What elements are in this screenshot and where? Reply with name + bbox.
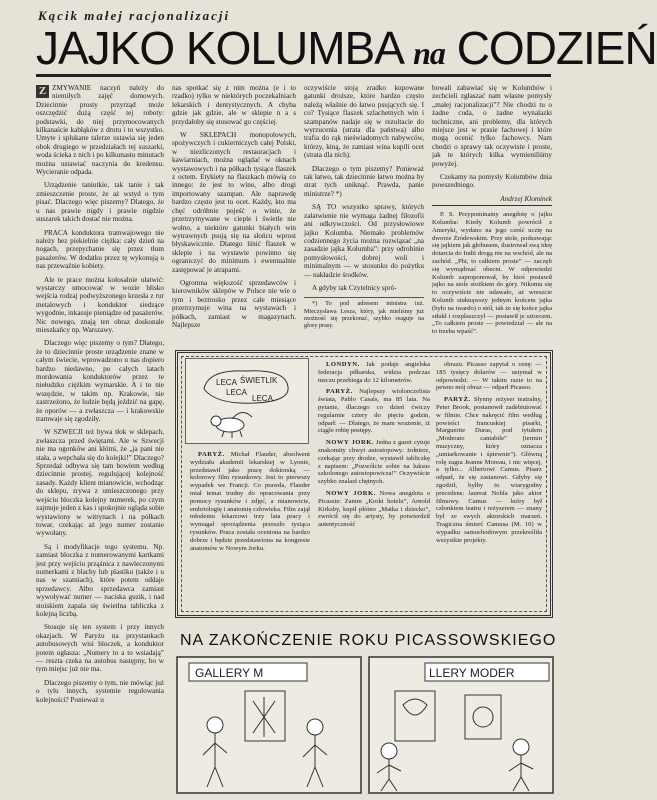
paragraph: W SKLEPACH monopolowych, spożywczych i cukierniczych całej Polski, w niezliczonych restauracjach i kawiarniach, można oglądać w oknach wystawowych i na półkach tysiące flaszek z octem. Etykiety na flaszkach mówią co innego: że jest to wino, albo drogi importowany szampan. Ale naprawdę bardzo często jest to ocet. Każdy, kto ma chęć odróbnie pojeść o winie, że przetrzymywane w cieple i świetle nie wolno, a niektóre gatunki białych win wytrawnych psują się na słońcu wprost błyskawicznie. Dlatego lśnić flaszek w sklepie i na wystawie powinno się ograniczyć do minimum i ewentualnie zastępować je atrapami. <box>172 131 296 274</box>
paragraph: Urządzenie taniutkie, tak tanie i tak zmieszczenie proste, że aż wstyd o tym pisać. Dlaczego więc piszemy? Dlatego, że u nas prawie nigdy i prawie nigdzie suszarek takich dostać nie można. <box>36 181 164 224</box>
news-dateline: NOWY JORK. <box>326 439 374 447</box>
paragraph: SĄ TO wszystko sprawy, których załatwienie nie wymaga żadnej filozofii ani odkrywczości. Od przysłowiowe jajko Kolumba. Niemało problemów codziennego życia można rozwiązać „na zasadzie jajka Kolumba”: przy odrobinie pomysłowości, dobrej woli i minimalnym — w stosunku do pożytku — nakładzie środków. <box>304 203 424 279</box>
news-item <box>318 388 430 435</box>
firefly-leg <box>222 431 224 437</box>
paragraph-text: ZMYWANIE naczyń należy do niemiłych zajęć domowych. Dziecinnie prosty przyrząd może oszczędzić dużą część tej roboty: podstawki, do niej przymocowanych kilkanaście kabłąków z drutu i to wszystko. Umyte i spłukane talerze ustawia się jeden obok drugiego w przedziałach tej suszarki, woda ścieka z nich i po kilkunastu minutach można ustawiać naczynia do kredensu. Wycieranie odpada. <box>36 84 164 177</box>
news-text: Słynny reżyser teatralny, Peter Brook, postanowił zadebiutować w filmie. Chce nakręcić film według powieści francuskiej pisarki, Marguerite Duras, pod tytułem „Moderato cantabile” (termin muzyczny, który oznacza „umiarkowanie i śpiewnie”). Główną rolę zagra Jeanne Moreau, i nic więcej, a tylko... Albertowi Camus. Pisarz odparł, że się zastanowi. Gdyby się zgodził, byłby to wiarygodny precedens: laureat Nobla jako aktor filmowy. Camus — który był członkiem teatru i reżyserem — znany był ze swych aktorskich marzeń. Tragiczna śmierć Camusa (M. 10) w wypadku samochodowym przekreśliła wszystkie projekty. <box>436 396 542 544</box>
news-text: Jak podaje angielska federacja piłkarska, widzia podczas meczu przebiega do 12 kilometrów. <box>318 361 430 384</box>
underline-bar <box>36 74 551 77</box>
firefly-head <box>211 416 221 426</box>
paragraph: Czekamy na pomysły Kolumbów dnia powszedniego. <box>432 173 552 190</box>
paragraph: Dlaczego piszemy o tym, nie mówiąc już o tylu innych, systemie regulowania kolejności? Ponieważ u <box>36 678 164 704</box>
picasso-cartoon-title: NA ZAKOŃCZENIE ROKU PICASSOWSKIEGO <box>180 632 557 649</box>
paragraph: PRACA konduktora tramwajowego nie należy bez piekielnie ciężka: cały dzień na nogach, przepychanie się przez tłum pasażerów. W dodatku przez tę wykonują u nas przewaźnie kobiety. <box>36 228 164 271</box>
figure-head <box>513 739 529 755</box>
headline-end: CODZIEŃ <box>456 22 657 74</box>
figure-head <box>381 743 397 759</box>
footnote: *) To pod adresem ministra inż. Mieczysława Lesza, który, jak mieliśmy już możność się przekonać, szybko reaguje na głosy prasy. <box>304 297 424 329</box>
headline-underline <box>36 74 551 78</box>
sign-text-2: ŚWIETLIK <box>240 376 278 385</box>
headline <box>36 22 657 74</box>
headline-main: JAJKO KOLUMBA <box>36 22 402 74</box>
firefly-leg <box>240 431 242 437</box>
sign-text-4: LECA <box>252 394 273 403</box>
figure-head <box>307 719 323 735</box>
paragraph: Dlaczego więc piszemy o tym? Dlatego, że to dziecinnie proste urządzenie znane w całym świecie, wprowadzono u nas dopiero bardzo niedawno, po całych latach mordowania konduktorów przez te niełudzko ciężkim wymarskie. A i to nie wszędzie, w takim np. Krakowie, nie zastrzeżono, że ludzie będą jeździć na gapę, że oporów — a zwłaszcza — i krakowskie tramwaje się zgodziły. <box>36 339 164 424</box>
paragraph: bowali zabawiać się w Kolumbów i zechcieli zgłaszać nam własne pomysły „małej racjonalizacji”? Nie chodzi tu o żadne cuda, o żadne wynalazki techniczne, ani problemy, dla których miejsce jest w prasie fachowej i które mogą ocenić tylko fachowcy. Nam chodzi o sprawy tak oczywiste i proste, jak te których kilka wymieniliśmy powyżej. <box>432 84 552 168</box>
paragraph: Dlaczego o tym piszemy? Ponieważ tak łatwo, tak dziecinnie łatwo można by strat tych uniknąć. Prawda, panie ministrze? *) <box>304 164 424 198</box>
news-dateline: PARYŻ. <box>198 451 225 458</box>
firefly-cartoon <box>185 358 309 444</box>
box-column-middle <box>318 361 430 611</box>
drop-cap: Z <box>36 85 49 98</box>
news-item <box>318 490 430 529</box>
paragraph <box>36 84 164 176</box>
article-column-1 <box>36 84 164 796</box>
news-text: Najlepszy wiolonczelista świata, Pablo Casals, ma 85 lata. Na pytanie, dlaczego co dzień ćwiczy regularnie cztery do pięciu godzin, odparł: — Dlatego, że mam wrażenie, iż ciągle robię postępy. <box>318 388 430 435</box>
news-dateline: LONDYN. <box>326 361 360 368</box>
kicker: Kącik małej racjonalizacji <box>38 8 231 23</box>
picasso-comic-strip <box>175 655 555 795</box>
news-item: obrazu. Picasso zapytał o cenę: — 185 tysięcy dolarów — ustymał w odpowiedzi. — W takim razie to na pewno mój obraz — odparł Picasso. <box>436 361 542 392</box>
news-box <box>175 350 553 618</box>
paragraph: Są i modyfikacje tego systemu. Np. zamiast bloczka z numerowanymi kartkami jest przy wejściu prząśnica z nawleczonymi numerkami z blachy lub plastiku (także i u nas w szatniach), które potem oddaje sprzedawcy. Albo sprzedawca zamiast wywoływać numer — naciska guzik, i nad stoiskiem zapala się świetlna tabliczka z kolejną liczbą. <box>36 542 164 618</box>
news-item <box>190 451 310 552</box>
paragraph: Ogromna większość sprzedawców i kierowników sklepów w Polsce nie wie o tym i beztrosko przez całe miesiące przetrzymuje wina na wystawach i półkach, zamiast w magazynach. Najlepsze <box>172 278 296 329</box>
article-column-3 <box>304 84 424 346</box>
firefly-drawing <box>186 359 310 445</box>
news-item <box>436 396 542 544</box>
paragraph: Ale te prace można kołosalnie ułatwić: wystarczy umocować w wozie blisko wejścia rodzaj podwyższonego krzesła z rur metalowych i konduktor siedzące wygodnie, inkasuje pieniądze od pasażerów. Nic nowego, znają ten obraz doskonale mieszkańcy np. Warszawy. <box>36 275 164 334</box>
paragraph: A gdyby tak Czytelnicy spró- <box>312 283 397 292</box>
news-text: Michał Flauder, absolwent wydziału akademii lekarskiej w Lyonie, przedstawił jako pracę doktorską — kolorowy film rysunkowy. Jest to pierwszy wypadek we Francji. Co prawda, Flauder miał temat trudny do opracowania przy pomocy rysunków i zdjęć, a mianowicie, embriologię i anatomię człowieka. Film zajął młodemu lekarzowi trzy lata pracy i wymagał sporządzenia przeszło tysiąca rysunków. Praca została oceniona na bardzo dobrze i będzie przedstawiona na kongresie anatomów w Nowym Jorku. <box>190 451 310 552</box>
gallery-sign-left-text: GALLERY M <box>195 666 264 680</box>
sign-text-1: LECA <box>216 378 237 387</box>
article-column-2 <box>172 84 296 346</box>
postscript: P. S. Przypominamy anegdotę o jajku Kolumba: Kiedy Kolumb powrócił z Ameryki, wydano na jego cześć ucztę na dworze Żródewskim. Przy stole, podsuwając się jajkiem jak głobusem, ilustrował swą ideę dotarcia do Indii drogą nie na wschód, ale na zachód. „Phi, to całkiem proste” — zaczęli się wymądrzać obecni. W odpowiedzi Kolumb zaproponował, by ktoś postawił jajko na stole stożkiem do góry. Nikomu się to oczywiście nie udawało, aż wreszcie Kolumb stuknąwszy jednym końcem jajka (było na twardo) o stół, tak że się końce jajka stłukł i rozpłaszczył — postawił je sztorcem. „To całkiem proste — powiedział — ale na to trzeba wpaść”. <box>432 211 552 336</box>
author-signature: Andrzej Klominek <box>432 195 552 206</box>
figure-head <box>207 717 223 733</box>
news-dateline: PARYŻ. <box>326 388 353 396</box>
article-column-4 <box>432 84 552 346</box>
paragraph: nas spotkać się z nim można (e i to rzadko) tylko w niektórych poczekalniach lekarskich i dentystycznych. A chyba gdzie jak gdzie, ale w sklepie n a s przydałoby się stosować go częściej. <box>172 84 296 126</box>
news-item <box>318 361 430 384</box>
paragraph: oczywiście stoją zradko kupowane gatunki droższe, które bardzo często należą właśnie do łatwo psujących się. I co? Tysiące flaszek szlachetnych win i szampanów nadaje się w rezultacie do wyrzucenia (strata dla państwa) albo trafia do rąk nieświadomych nabywców, którzy, kiną, że zamiast wina kupili ocet (strata dla nich). <box>304 84 424 160</box>
headline-na: na <box>413 35 445 71</box>
paragraph: W SZWECJI też bywa tłok w sklepach, zwłaszcza przed świętami. Ale w Szwecji nie ma ogonków ani kłótni, że „ja pani nie stała, a wepchała się do kolejki!” Dlaczego? Sprzedaż odbywa się tam bowiem według dziecinnie prostej, regulującej kolejność zasady. Każdy klient mianowicie, wchodząc do sklepu, zrywa z umieszczonego przy wejściu bloczka kolejny numerek, po czym zajmuje jeden z kas i spokojnie ogląda sobie wystawiony w witrynach i na półkach towar, czekając aż jego numer zostanie wywołany. <box>36 428 164 538</box>
news-text: Nowa anegdota o Picassie: Zanim „Kroki hotelu”, Arnold Kirksby, kupił płótno „Matka i dziecko”, zwrócił się do artysty, by potwierdził autentyczność <box>318 489 430 529</box>
news-dateline: NOWY JORK. <box>326 489 376 497</box>
box-column-left <box>190 451 310 611</box>
news-text: Jedna z gazet cytuje znakomity chwyt autostopowy: żołnierz, czekając przy drodze, wystawił tabliczkę z napisem: „Pozwólcie sobie na luksus szkolonego autostopowicza!” Oczywiście szybko znalazł chętnych. <box>318 439 430 486</box>
sign-text-3: LECA <box>226 388 247 397</box>
news-item <box>318 439 430 486</box>
news-dateline: PARYŻ. <box>444 396 471 404</box>
paragraph: Stosuje się ten system i przy innych okazjach. W Paryżu na przystankach autobusowych wisi bloczek, a konduktor potem ogłasza: „Numery to a to wsiadają” — reszta czeka na autobus następny, bo w tym miejsc już nie ma. <box>36 623 164 674</box>
box-column-right <box>436 361 542 611</box>
gallery-sign-right-text: LLERY MODER <box>429 666 515 680</box>
